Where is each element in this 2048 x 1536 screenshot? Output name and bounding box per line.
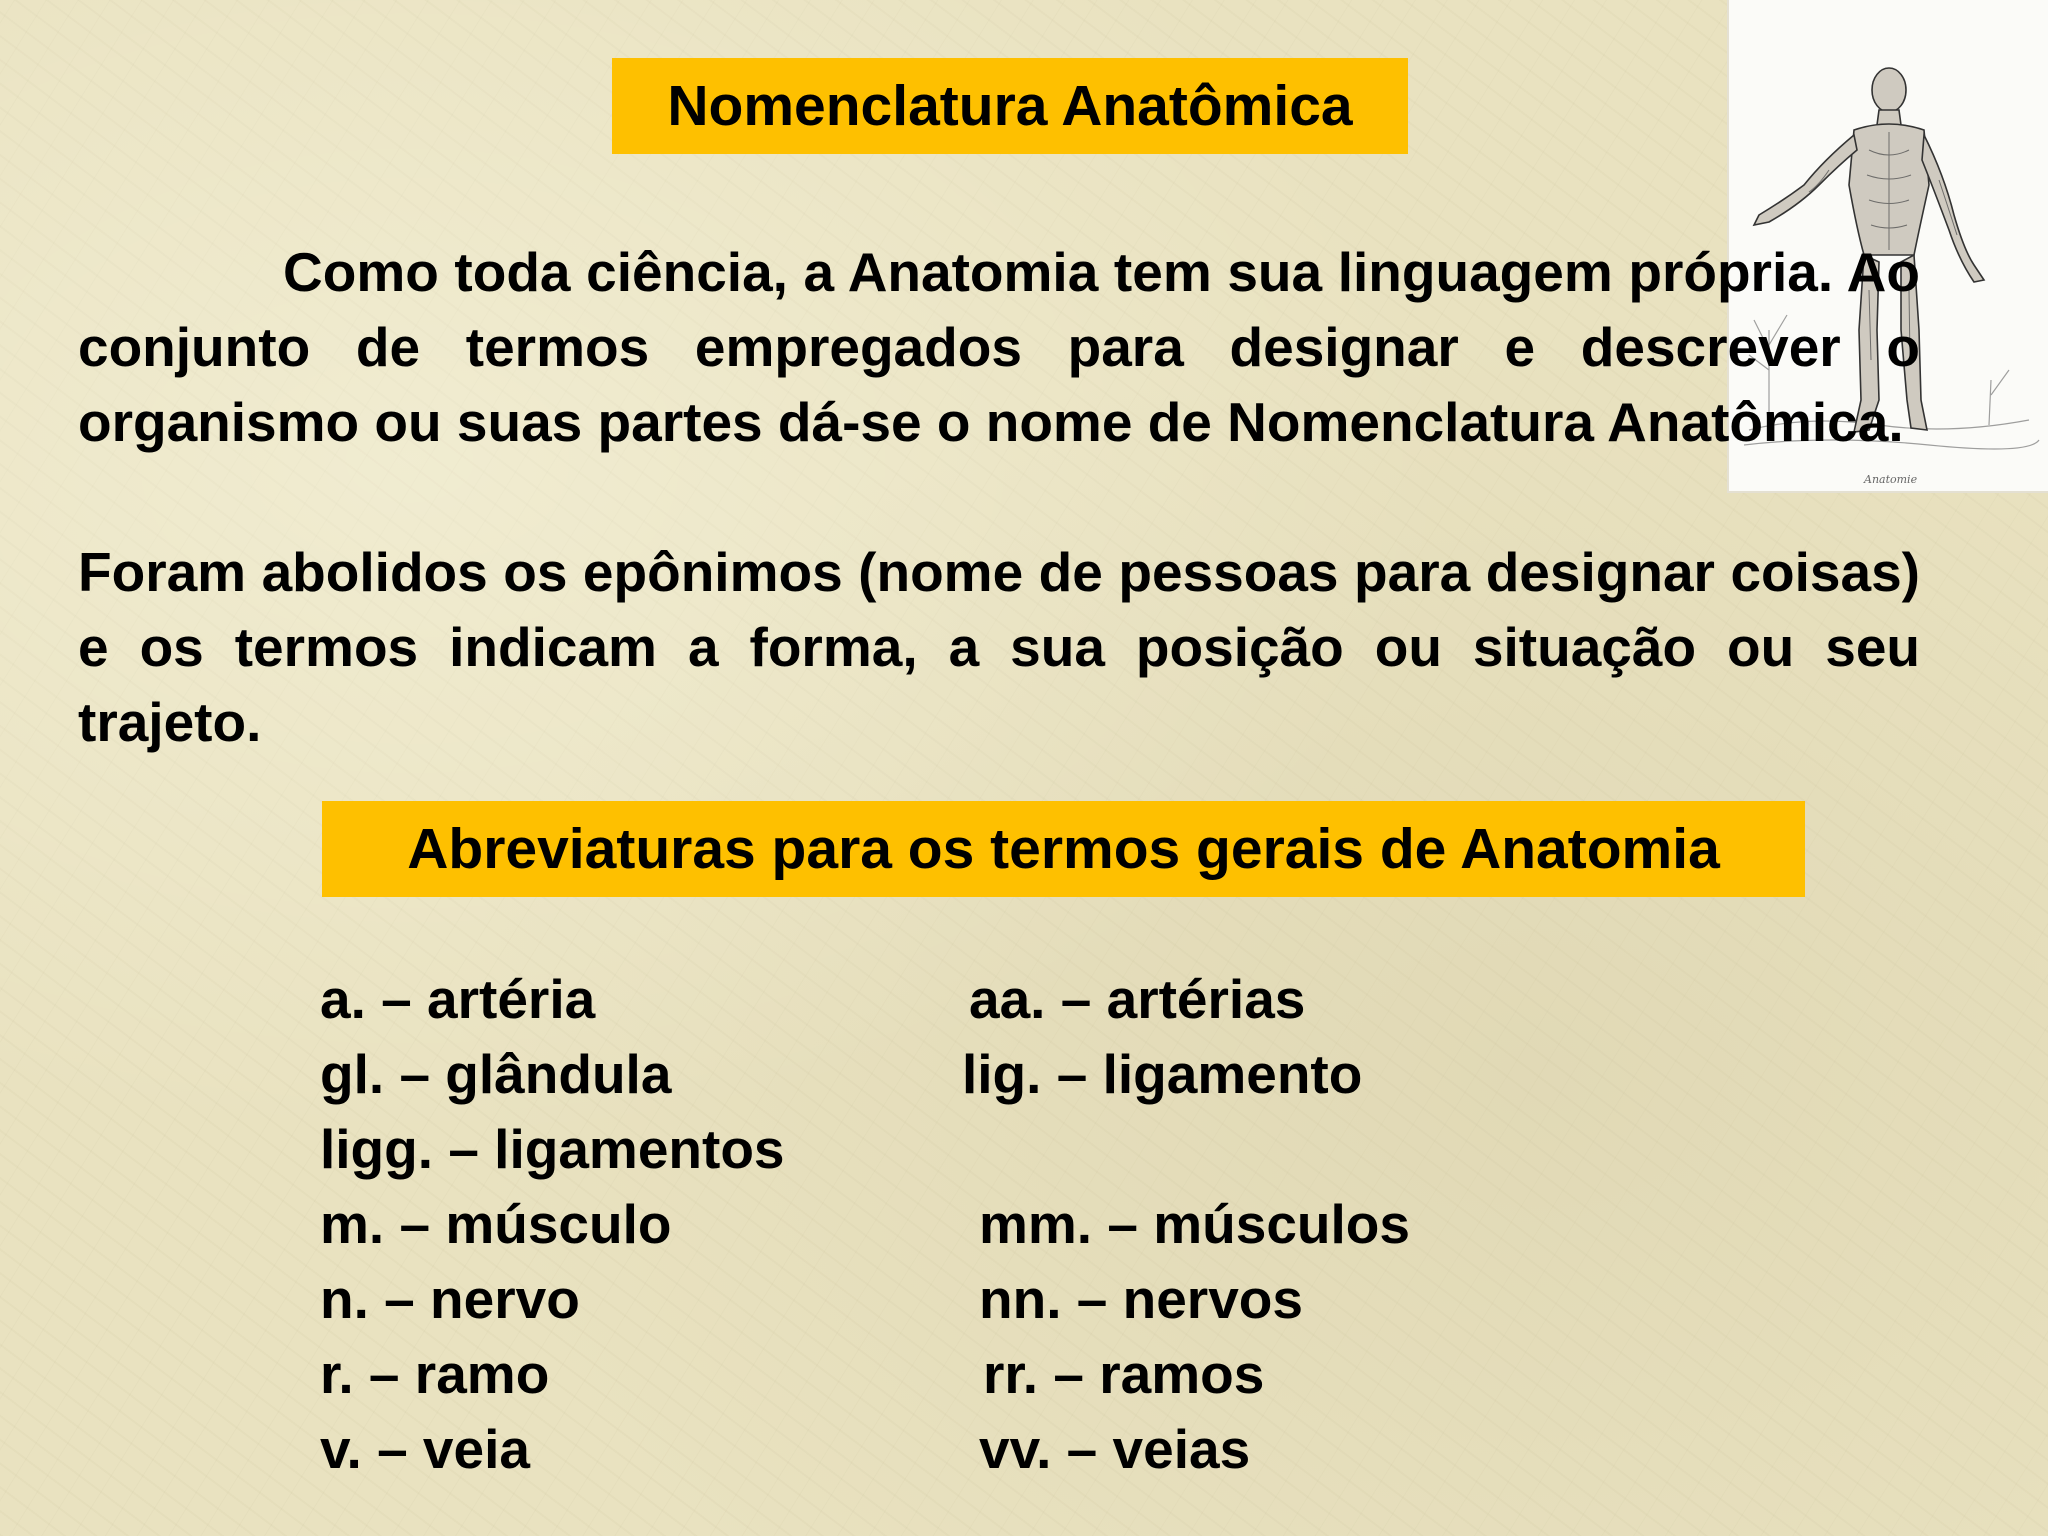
abbreviation-branch: r. – ramo bbox=[320, 1343, 550, 1405]
abbreviation-nerves: nn. – nervos bbox=[979, 1268, 1303, 1330]
abbreviation-muscles: mm. – músculos bbox=[979, 1193, 1410, 1255]
abbreviation-nerve: n. – nervo bbox=[320, 1268, 580, 1330]
page-title: Nomenclatura Anatômica bbox=[667, 74, 1353, 138]
section-title: Abreviaturas para os termos gerais de Anatomia bbox=[407, 817, 1720, 881]
abbreviation-ligament: lig. – ligamento bbox=[962, 1043, 1363, 1105]
abbreviation-ligaments: ligg. – ligamentos bbox=[320, 1118, 785, 1180]
abbreviation-artery: a. – artéria bbox=[320, 968, 596, 1030]
abbreviation-muscle: m. – músculo bbox=[320, 1193, 672, 1255]
abbreviation-arteries: aa. – artérias bbox=[969, 968, 1306, 1030]
section-banner bbox=[322, 801, 1805, 897]
abbreviation-veins: vv. – veias bbox=[979, 1418, 1251, 1480]
abbreviation-gland: gl. – glândula bbox=[320, 1043, 672, 1105]
abbreviation-vein: v. – veia bbox=[320, 1418, 530, 1480]
title-banner bbox=[612, 58, 1408, 154]
abbreviation-branches: rr. – ramos bbox=[983, 1343, 1265, 1405]
intro-paragraph: Como toda ciência, a Anatomia tem sua linguagem própria. Ao conjunto de termos empregados para designar e descrever o organismo ou suas partes dá-se o nome de Nomenclatura Anatômica. bbox=[78, 241, 1920, 453]
eponyms-paragraph: Foram abolidos os epônimos (nome de pessoas para designar coisas) e os termos indicam a forma, a sua posição ou situação ou seu trajeto. bbox=[78, 541, 1920, 753]
svg-text:Anatomie: Anatomie bbox=[1864, 473, 1918, 486]
